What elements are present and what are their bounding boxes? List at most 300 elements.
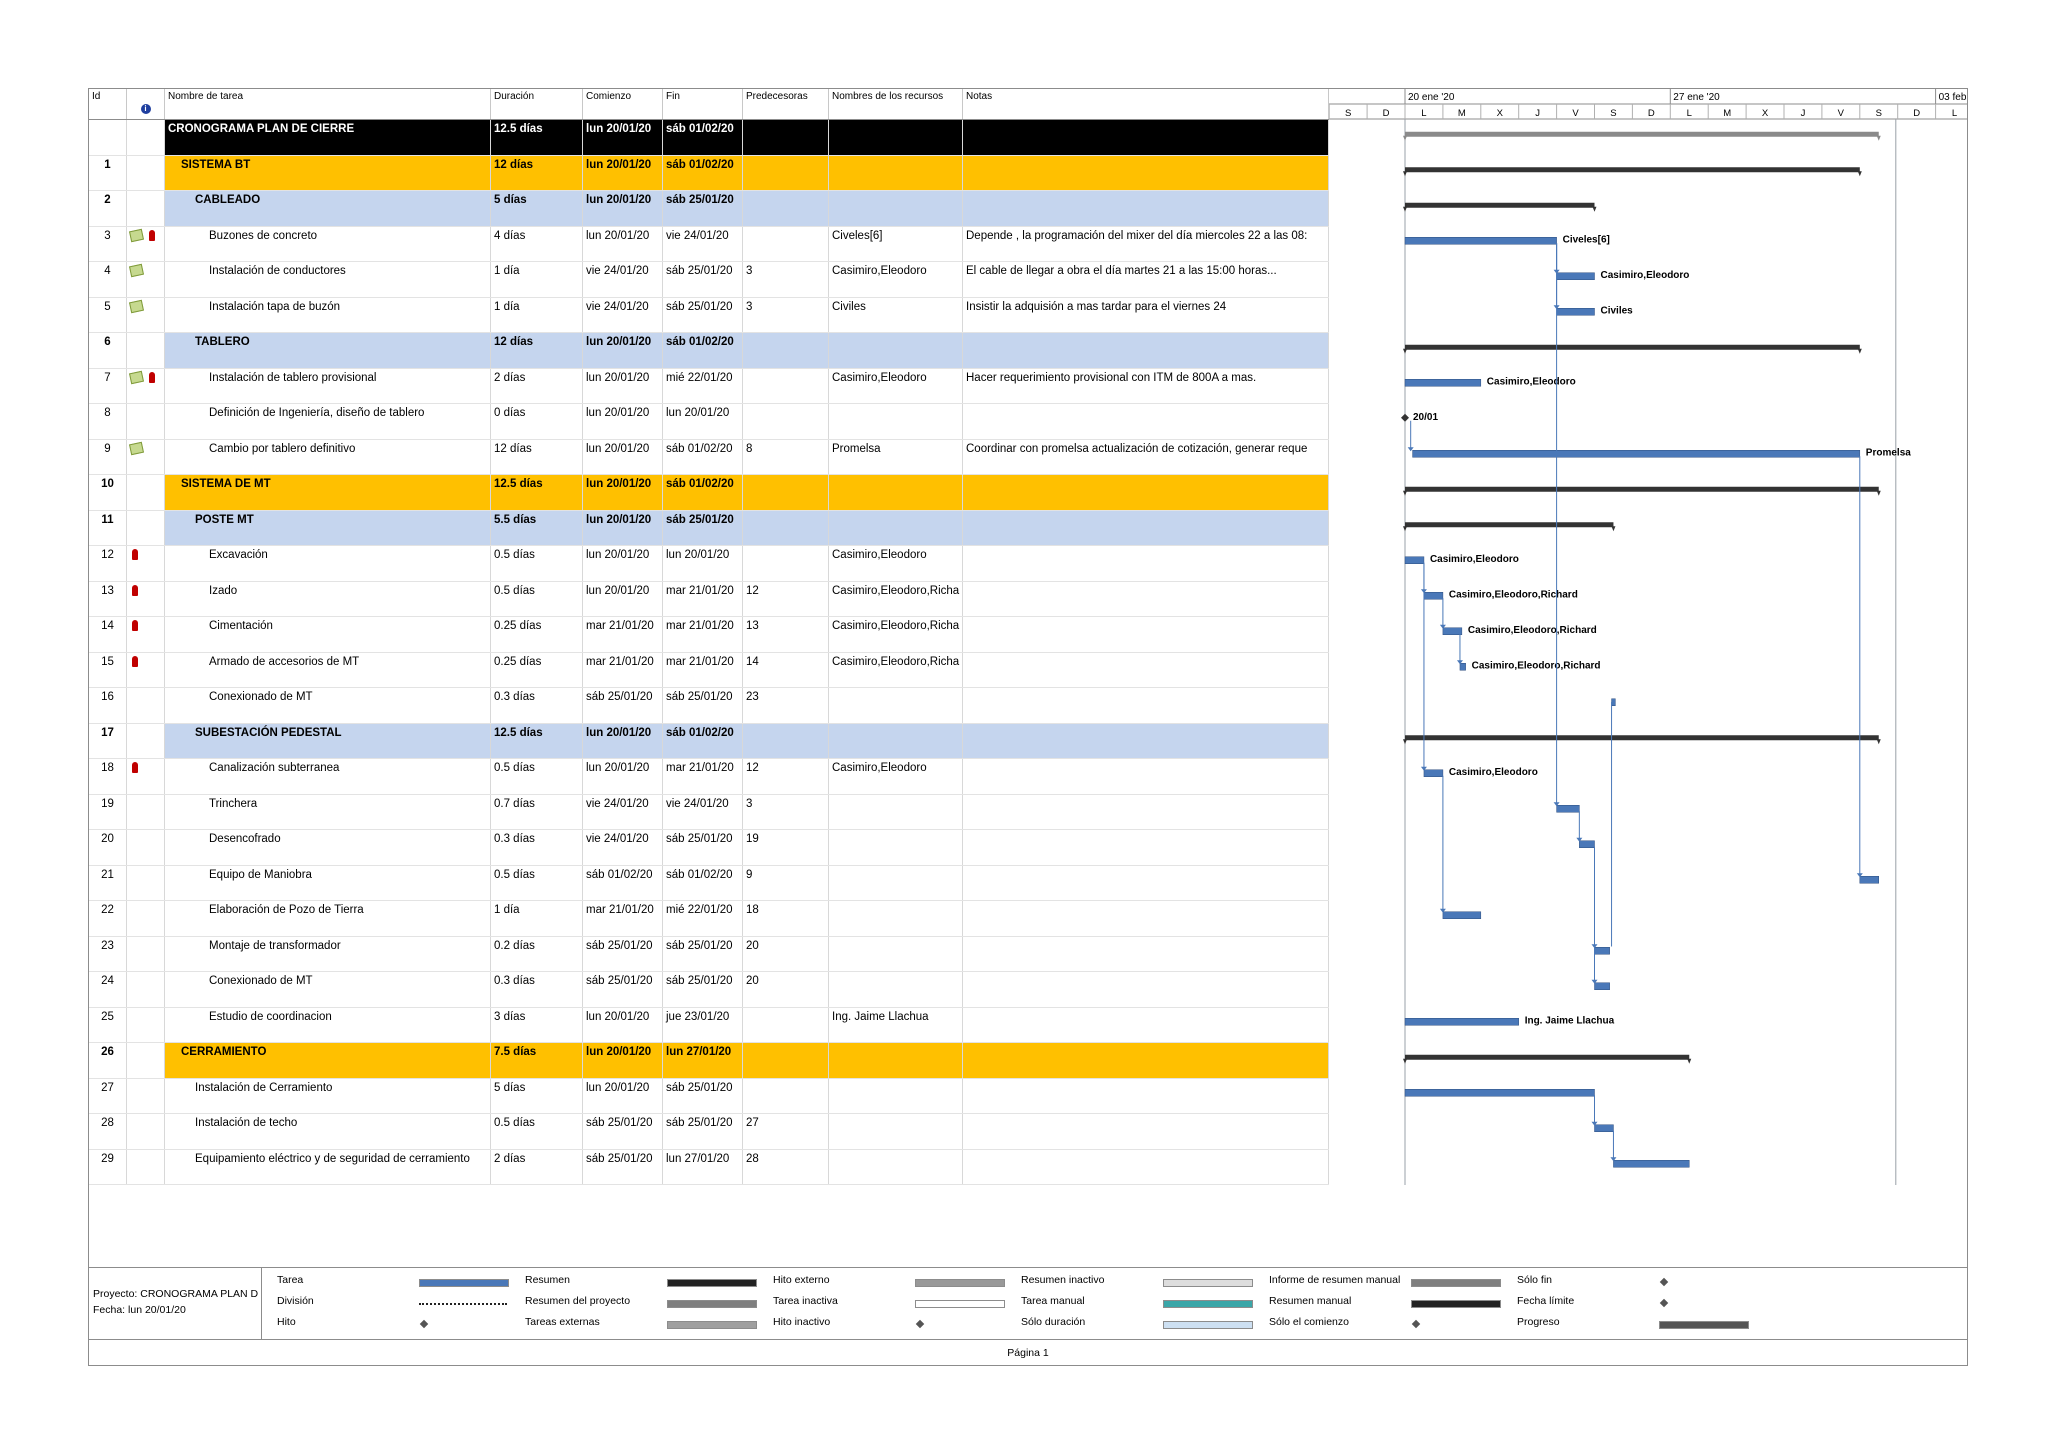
table-row[interactable] <box>89 866 1329 902</box>
task-name[interactable]: Instalación de tablero provisional <box>165 369 491 404</box>
task-start[interactable]: lun 20/01/20 <box>583 1043 663 1078</box>
task-notes[interactable] <box>963 333 1329 368</box>
task-start[interactable]: vie 24/01/20 <box>583 298 663 333</box>
task-id[interactable]: 17 <box>89 724 127 759</box>
task-name[interactable]: SISTEMA DE MT <box>165 475 491 510</box>
table-row[interactable] <box>89 724 1329 760</box>
table-row[interactable] <box>89 475 1329 511</box>
table-row[interactable] <box>89 617 1329 653</box>
task-resources[interactable]: Casimiro,Eleodoro <box>829 262 963 297</box>
task-id[interactable]: 13 <box>89 582 127 617</box>
task-notes[interactable]: Depende , la programación del mixer del día miercoles 22 a las 08: <box>963 227 1329 262</box>
table-row[interactable] <box>89 404 1329 440</box>
legend-symbol <box>419 1279 509 1287</box>
task-id[interactable]: 2 <box>89 191 127 226</box>
table-row[interactable] <box>89 1043 1329 1079</box>
task-name[interactable]: Armado de accesorios de MT <box>165 653 491 688</box>
col-header-indicators[interactable] <box>127 89 165 119</box>
task-start[interactable]: lun 20/01/20 <box>583 511 663 546</box>
task-start[interactable]: sáb 25/01/20 <box>583 688 663 723</box>
task-finish[interactable]: sáb 01/02/20 <box>663 475 743 510</box>
task-finish[interactable]: sáb 25/01/20 <box>663 830 743 865</box>
col-header-predecessors[interactable]: Predecesoras <box>743 89 829 119</box>
task-start[interactable]: lun 20/01/20 <box>583 582 663 617</box>
task-start[interactable]: lun 20/01/20 <box>583 404 663 439</box>
task-name[interactable]: Instalación de conductores <box>165 262 491 297</box>
table-row[interactable] <box>89 653 1329 689</box>
task-resources[interactable]: Promelsa <box>829 440 963 475</box>
task-notes[interactable]: El cable de llegar a obra el día martes 21 a las 15:00 horas... <box>963 262 1329 297</box>
task-resources[interactable] <box>829 511 963 546</box>
table-row[interactable] <box>89 1114 1329 1150</box>
task-duration[interactable]: 12.5 días <box>491 120 583 155</box>
task-duration[interactable]: 0.2 días <box>491 937 583 972</box>
task-finish[interactable]: sáb 01/02/20 <box>663 120 743 155</box>
task-resources[interactable] <box>829 475 963 510</box>
task-predecessors[interactable]: 28 <box>743 1150 829 1185</box>
day-label: D <box>1382 108 1390 119</box>
resource-person-icon[interactable] <box>132 549 138 560</box>
task-start[interactable]: lun 20/01/20 <box>583 759 663 794</box>
task-start[interactable]: lun 20/01/20 <box>583 191 663 226</box>
task-start[interactable]: lun 20/01/20 <box>583 369 663 404</box>
table-row[interactable] <box>89 1150 1329 1186</box>
task-id[interactable]: 24 <box>89 972 127 1007</box>
table-row[interactable] <box>89 546 1329 582</box>
table-row[interactable] <box>89 440 1329 476</box>
table-row[interactable] <box>89 120 1329 156</box>
task-finish[interactable]: mar 21/01/20 <box>663 617 743 652</box>
task-notes[interactable]: Coordinar con promelsa actualización de cotización, generar reque <box>963 440 1329 475</box>
task-duration[interactable]: 5 días <box>491 191 583 226</box>
task-resources[interactable] <box>829 901 963 936</box>
task-notes[interactable] <box>963 830 1329 865</box>
task-start[interactable]: sáb 01/02/20 <box>583 866 663 901</box>
task-notes[interactable] <box>963 511 1329 546</box>
task-resources[interactable] <box>829 830 963 865</box>
task-notes[interactable] <box>963 1114 1329 1149</box>
task-predecessors[interactable] <box>743 1079 829 1114</box>
task-id[interactable]: 20 <box>89 830 127 865</box>
task-id[interactable]: 9 <box>89 440 127 475</box>
task-finish[interactable]: mié 22/01/20 <box>663 901 743 936</box>
task-name[interactable]: Instalación tapa de buzón <box>165 298 491 333</box>
resource-person-icon[interactable] <box>132 585 138 596</box>
task-predecessors[interactable] <box>743 156 829 191</box>
task-finish[interactable]: jue 23/01/20 <box>663 1008 743 1043</box>
task-duration[interactable]: 1 día <box>491 262 583 297</box>
task-finish[interactable]: mar 21/01/20 <box>663 759 743 794</box>
task-id[interactable]: 14 <box>89 617 127 652</box>
task-start[interactable]: mar 21/01/20 <box>583 653 663 688</box>
resource-person-icon[interactable] <box>149 372 155 383</box>
table-row[interactable] <box>89 227 1329 263</box>
task-finish[interactable]: sáb 25/01/20 <box>663 688 743 723</box>
task-id[interactable]: 12 <box>89 546 127 581</box>
task-predecessors[interactable]: 27 <box>743 1114 829 1149</box>
task-finish[interactable]: mar 21/01/20 <box>663 653 743 688</box>
task-duration[interactable]: 0.5 días <box>491 1114 583 1149</box>
task-duration[interactable]: 2 días <box>491 1150 583 1185</box>
task-notes[interactable] <box>963 475 1329 510</box>
indicators-cell <box>127 724 165 759</box>
table-row[interactable] <box>89 156 1329 192</box>
task-notes[interactable] <box>963 795 1329 830</box>
task-predecessors[interactable]: 14 <box>743 653 829 688</box>
task-name[interactable]: Desencofrado <box>165 830 491 865</box>
task-predecessors[interactable] <box>743 475 829 510</box>
task-resources[interactable]: Casimiro,Eleodoro <box>829 759 963 794</box>
task-notes[interactable] <box>963 688 1329 723</box>
task-notes[interactable] <box>963 191 1329 226</box>
note-icon[interactable] <box>129 371 144 384</box>
task-notes[interactable] <box>963 404 1329 439</box>
task-predecessors[interactable]: 19 <box>743 830 829 865</box>
task-name[interactable]: Definición de Ingeniería, diseño de tablero <box>165 404 491 439</box>
table-row[interactable] <box>89 369 1329 405</box>
task-predecessors[interactable] <box>743 1008 829 1043</box>
task-notes[interactable] <box>963 937 1329 972</box>
task-id[interactable]: 5 <box>89 298 127 333</box>
task-resources[interactable]: Civeles[6] <box>829 227 963 262</box>
task-duration[interactable]: 0.7 días <box>491 795 583 830</box>
col-header-notes[interactable]: Notas <box>963 89 1329 119</box>
task-predecessors[interactable] <box>743 120 829 155</box>
task-predecessors[interactable]: 13 <box>743 617 829 652</box>
task-finish[interactable]: sáb 25/01/20 <box>663 937 743 972</box>
col-header-id[interactable]: Id <box>89 89 127 119</box>
note-icon[interactable] <box>129 264 144 277</box>
task-id[interactable]: 28 <box>89 1114 127 1149</box>
task-resources[interactable] <box>829 191 963 226</box>
task-start[interactable]: lun 20/01/20 <box>583 475 663 510</box>
task-finish[interactable]: sáb 25/01/20 <box>663 191 743 226</box>
task-finish[interactable]: mar 21/01/20 <box>663 582 743 617</box>
task-id[interactable]: 4 <box>89 262 127 297</box>
task-id[interactable]: 25 <box>89 1008 127 1043</box>
task-predecessors[interactable]: 3 <box>743 298 829 333</box>
task-duration[interactable]: 5 días <box>491 1079 583 1114</box>
task-start[interactable]: lun 20/01/20 <box>583 440 663 475</box>
task-name[interactable]: Estudio de coordinacion <box>165 1008 491 1043</box>
task-notes[interactable] <box>963 866 1329 901</box>
task-predecessors[interactable] <box>743 511 829 546</box>
task-name[interactable]: CABLEADO <box>165 191 491 226</box>
task-resources[interactable] <box>829 120 963 155</box>
task-predecessors[interactable]: 8 <box>743 440 829 475</box>
task-start[interactable]: vie 24/01/20 <box>583 795 663 830</box>
task-duration[interactable]: 12 días <box>491 333 583 368</box>
task-duration[interactable]: 12 días <box>491 156 583 191</box>
task-notes[interactable] <box>963 1043 1329 1078</box>
task-id[interactable]: 19 <box>89 795 127 830</box>
table-row[interactable] <box>89 901 1329 937</box>
task-name[interactable]: SISTEMA BT <box>165 156 491 191</box>
task-duration[interactable]: 0.25 días <box>491 617 583 652</box>
table-row[interactable] <box>89 582 1329 618</box>
task-resources[interactable] <box>829 1150 963 1185</box>
col-header-start[interactable]: Comienzo <box>583 89 663 119</box>
resource-person-icon[interactable] <box>132 762 138 773</box>
task-duration[interactable]: 0.25 días <box>491 653 583 688</box>
task-predecessors[interactable]: 12 <box>743 582 829 617</box>
task-id[interactable]: 6 <box>89 333 127 368</box>
table-row[interactable] <box>89 830 1329 866</box>
task-start[interactable]: sáb 25/01/20 <box>583 1114 663 1149</box>
task-start[interactable]: sáb 25/01/20 <box>583 972 663 1007</box>
task-notes[interactable] <box>963 1008 1329 1043</box>
task-id[interactable]: 26 <box>89 1043 127 1078</box>
task-notes[interactable] <box>963 1150 1329 1185</box>
task-start[interactable]: lun 20/01/20 <box>583 333 663 368</box>
task-name[interactable]: Conexionado de MT <box>165 688 491 723</box>
task-resources[interactable] <box>829 688 963 723</box>
task-duration[interactable]: 0.5 días <box>491 866 583 901</box>
task-notes[interactable] <box>963 546 1329 581</box>
task-name[interactable]: Equipamiento eléctrico y de seguridad de cerramiento <box>165 1150 491 1185</box>
task-id[interactable]: 7 <box>89 369 127 404</box>
bar-label: Casimiro,Eleodoro,Richard <box>1448 589 1578 601</box>
task-finish[interactable]: lun 20/01/20 <box>663 546 743 581</box>
task-resources[interactable] <box>829 795 963 830</box>
note-icon[interactable] <box>129 229 144 242</box>
task-finish[interactable]: sáb 25/01/20 <box>663 298 743 333</box>
table-row[interactable] <box>89 1079 1329 1115</box>
table-row[interactable] <box>89 759 1329 795</box>
task-name[interactable]: CERRAMIENTO <box>165 1043 491 1078</box>
task-notes[interactable] <box>963 653 1329 688</box>
col-header-name[interactable]: Nombre de tarea <box>165 89 491 119</box>
task-predecessors[interactable] <box>743 333 829 368</box>
task-id[interactable]: 23 <box>89 937 127 972</box>
resource-person-icon[interactable] <box>149 230 155 241</box>
task-duration[interactable]: 12 días <box>491 440 583 475</box>
table-row[interactable] <box>89 688 1329 724</box>
task-id[interactable]: 3 <box>89 227 127 262</box>
task-duration[interactable]: 4 días <box>491 227 583 262</box>
legend-symbol <box>1659 1321 1749 1329</box>
task-resources[interactable] <box>829 972 963 1007</box>
task-name[interactable]: Cimentación <box>165 617 491 652</box>
task-start[interactable]: sáb 25/01/20 <box>583 1150 663 1185</box>
task-name[interactable]: Equipo de Maniobra <box>165 866 491 901</box>
task-id[interactable]: 8 <box>89 404 127 439</box>
task-duration[interactable]: 0.3 días <box>491 830 583 865</box>
task-notes[interactable] <box>963 759 1329 794</box>
table-row[interactable] <box>89 972 1329 1008</box>
task-resources[interactable]: Casimiro,Eleodoro,Richa <box>829 582 963 617</box>
task-finish[interactable]: sáb 01/02/20 <box>663 156 743 191</box>
task-duration[interactable]: 0.5 días <box>491 759 583 794</box>
table-row[interactable] <box>89 1008 1329 1044</box>
task-name[interactable]: SUBESTACIÓN PEDESTAL <box>165 724 491 759</box>
task-notes[interactable]: Hacer requerimiento provisional con ITM de 800A a mas. <box>963 369 1329 404</box>
table-row[interactable] <box>89 511 1329 547</box>
task-predecessors[interactable] <box>743 1043 829 1078</box>
task-name[interactable]: Instalación de Cerramiento <box>165 1079 491 1114</box>
task-start[interactable]: lun 20/01/20 <box>583 546 663 581</box>
task-notes[interactable] <box>963 724 1329 759</box>
task-finish[interactable]: sáb 25/01/20 <box>663 1079 743 1114</box>
task-name[interactable]: Conexionado de MT <box>165 972 491 1007</box>
resource-person-icon[interactable] <box>132 656 138 667</box>
task-id[interactable]: 11 <box>89 511 127 546</box>
task-duration[interactable]: 7.5 días <box>491 1043 583 1078</box>
task-resources[interactable] <box>829 156 963 191</box>
task-duration[interactable]: 3 días <box>491 1008 583 1043</box>
task-notes[interactable] <box>963 120 1329 155</box>
task-finish[interactable]: lun 20/01/20 <box>663 404 743 439</box>
task-name[interactable]: Trinchera <box>165 795 491 830</box>
task-id[interactable]: 21 <box>89 866 127 901</box>
task-predecessors[interactable] <box>743 724 829 759</box>
task-finish[interactable]: lun 27/01/20 <box>663 1043 743 1078</box>
note-icon[interactable] <box>129 300 144 313</box>
task-resources[interactable]: Civiles <box>829 298 963 333</box>
task-resources[interactable]: Casimiro,Eleodoro <box>829 546 963 581</box>
task-duration[interactable]: 0 días <box>491 404 583 439</box>
task-resources[interactable] <box>829 937 963 972</box>
task-resources[interactable] <box>829 1043 963 1078</box>
task-name[interactable]: POSTE MT <box>165 511 491 546</box>
task-finish[interactable]: sáb 25/01/20 <box>663 972 743 1007</box>
task-duration[interactable]: 2 días <box>491 369 583 404</box>
task-resources[interactable] <box>829 724 963 759</box>
task-duration[interactable]: 0.5 días <box>491 546 583 581</box>
task-finish[interactable]: sáb 01/02/20 <box>663 724 743 759</box>
table-row[interactable] <box>89 333 1329 369</box>
task-finish[interactable]: vie 24/01/20 <box>663 795 743 830</box>
task-finish[interactable]: lun 27/01/20 <box>663 1150 743 1185</box>
task-id[interactable]: 0 <box>89 120 127 155</box>
task-name[interactable]: Cambio por tablero definitivo <box>165 440 491 475</box>
task-duration[interactable]: 1 día <box>491 901 583 936</box>
task-name[interactable]: Canalización subterranea <box>165 759 491 794</box>
task-start[interactable]: mar 21/01/20 <box>583 901 663 936</box>
task-predecessors[interactable]: 3 <box>743 795 829 830</box>
task-predecessors[interactable]: 20 <box>743 937 829 972</box>
resource-person-icon[interactable] <box>132 620 138 631</box>
task-start[interactable]: sáb 25/01/20 <box>583 937 663 972</box>
task-predecessors[interactable] <box>743 546 829 581</box>
task-id[interactable]: 18 <box>89 759 127 794</box>
task-id[interactable]: 27 <box>89 1079 127 1114</box>
task-name[interactable]: Elaboración de Pozo de Tierra <box>165 901 491 936</box>
table-row[interactable] <box>89 937 1329 973</box>
col-header-finish[interactable]: Fin <box>663 89 743 119</box>
task-predecessors[interactable] <box>743 191 829 226</box>
task-notes[interactable] <box>963 972 1329 1007</box>
task-name[interactable]: Excavación <box>165 546 491 581</box>
task-start[interactable]: mar 21/01/20 <box>583 617 663 652</box>
task-finish[interactable]: sáb 01/02/20 <box>663 440 743 475</box>
task-finish[interactable]: sáb 01/02/20 <box>663 333 743 368</box>
task-name[interactable]: Izado <box>165 582 491 617</box>
task-name[interactable]: Instalación de techo <box>165 1114 491 1149</box>
task-predecessors[interactable]: 20 <box>743 972 829 1007</box>
col-header-resources[interactable]: Nombres de los recursos <box>829 89 963 119</box>
task-duration[interactable]: 12.5 días <box>491 724 583 759</box>
indicators-cell <box>127 333 165 368</box>
task-duration[interactable]: 12.5 días <box>491 475 583 510</box>
task-start[interactable]: lun 20/01/20 <box>583 724 663 759</box>
task-name[interactable]: Buzones de concreto <box>165 227 491 262</box>
task-predecessors[interactable]: 12 <box>743 759 829 794</box>
task-resources[interactable] <box>829 404 963 439</box>
task-start[interactable]: vie 24/01/20 <box>583 262 663 297</box>
task-id[interactable]: 16 <box>89 688 127 723</box>
task-finish[interactable]: sáb 25/01/20 <box>663 262 743 297</box>
task-notes[interactable] <box>963 617 1329 652</box>
task-predecessors[interactable]: 9 <box>743 866 829 901</box>
task-name[interactable]: Montaje de transformador <box>165 937 491 972</box>
task-resources[interactable] <box>829 333 963 368</box>
task-start[interactable]: vie 24/01/20 <box>583 830 663 865</box>
task-predecessors[interactable] <box>743 227 829 262</box>
task-duration[interactable]: 5.5 días <box>491 511 583 546</box>
task-notes[interactable] <box>963 156 1329 191</box>
task-start[interactable]: lun 20/01/20 <box>583 1079 663 1114</box>
task-duration[interactable]: 0.3 días <box>491 972 583 1007</box>
task-predecessors[interactable] <box>743 369 829 404</box>
task-predecessors[interactable]: 3 <box>743 262 829 297</box>
task-start[interactable]: lun 20/01/20 <box>583 156 663 191</box>
task-duration[interactable]: 0.3 días <box>491 688 583 723</box>
task-notes[interactable] <box>963 582 1329 617</box>
task-duration[interactable]: 0.5 días <box>491 582 583 617</box>
task-notes[interactable] <box>963 901 1329 936</box>
col-header-duration[interactable]: Duración <box>491 89 583 119</box>
task-resources[interactable] <box>829 866 963 901</box>
task-resources[interactable]: Casimiro,Eleodoro <box>829 369 963 404</box>
task-duration[interactable]: 1 día <box>491 298 583 333</box>
bar-label: Casimiro,Eleodoro,Richard <box>1467 624 1597 636</box>
note-icon[interactable] <box>129 442 144 455</box>
task-notes[interactable] <box>963 1079 1329 1114</box>
task-id[interactable]: 29 <box>89 1150 127 1185</box>
task-resources[interactable]: Casimiro,Eleodoro,Richa <box>829 653 963 688</box>
task-finish[interactable]: sáb 25/01/20 <box>663 1114 743 1149</box>
task-predecessors[interactable]: 23 <box>743 688 829 723</box>
task-start[interactable]: lun 20/01/20 <box>583 227 663 262</box>
task-id[interactable]: 22 <box>89 901 127 936</box>
task-id[interactable]: 1 <box>89 156 127 191</box>
task-bar <box>1612 699 1616 706</box>
task-predecessors[interactable]: 18 <box>743 901 829 936</box>
task-resources[interactable]: Casimiro,Eleodoro,Richa <box>829 617 963 652</box>
task-finish[interactable]: vie 24/01/20 <box>663 227 743 262</box>
task-finish[interactable]: sáb 25/01/20 <box>663 511 743 546</box>
table-row[interactable] <box>89 298 1329 334</box>
task-predecessors[interactable] <box>743 404 829 439</box>
table-row[interactable] <box>89 795 1329 831</box>
task-start[interactable]: lun 20/01/20 <box>583 1008 663 1043</box>
task-name[interactable]: TABLERO <box>165 333 491 368</box>
task-resources[interactable] <box>829 1114 963 1149</box>
task-finish[interactable]: mié 22/01/20 <box>663 369 743 404</box>
task-bar <box>1557 273 1595 280</box>
task-resources[interactable]: Ing. Jaime Llachua <box>829 1008 963 1043</box>
task-id[interactable]: 15 <box>89 653 127 688</box>
task-resources[interactable] <box>829 1079 963 1114</box>
task-finish[interactable]: sáb 01/02/20 <box>663 866 743 901</box>
table-row[interactable] <box>89 191 1329 227</box>
task-id[interactable]: 10 <box>89 475 127 510</box>
task-notes[interactable]: Insistir la adquisión a mas tardar para el viernes 24 <box>963 298 1329 333</box>
table-row[interactable] <box>89 262 1329 298</box>
task-name[interactable]: CRONOGRAMA PLAN DE CIERRE <box>165 120 491 155</box>
task-start[interactable]: lun 20/01/20 <box>583 120 663 155</box>
